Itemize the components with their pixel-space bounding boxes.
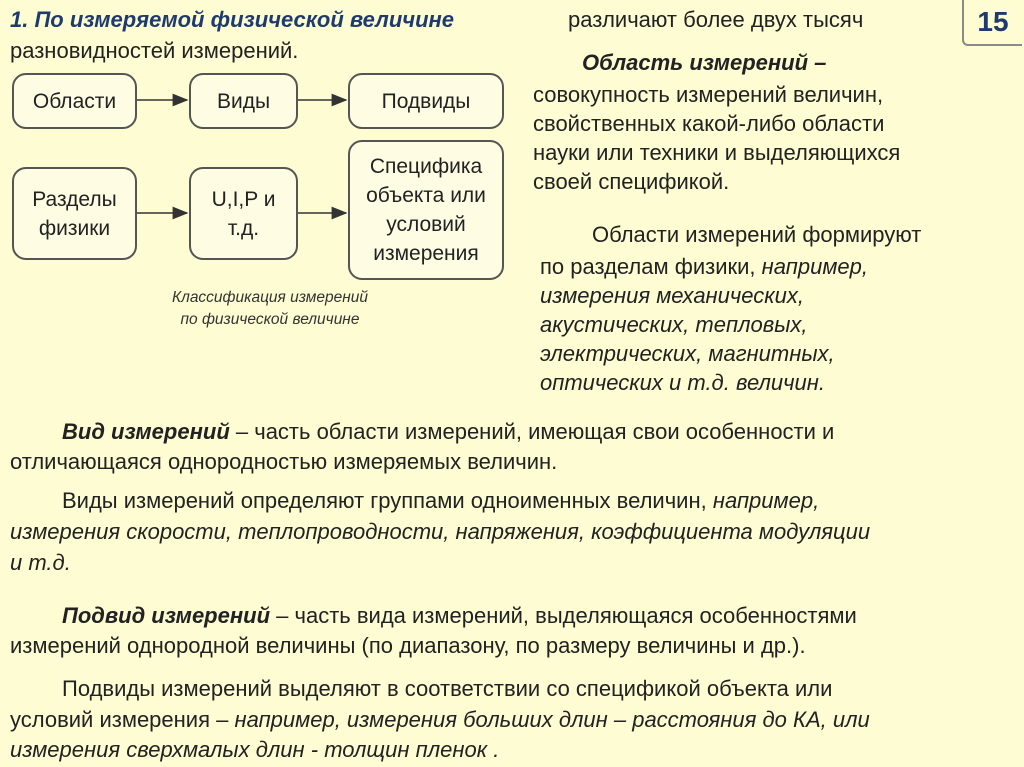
- diagram-caption-line2: по физической величине: [180, 311, 360, 328]
- area-example-line: акустических, тепловых,: [540, 312, 808, 337]
- kind-def-line1: [62, 417, 834, 446]
- box-razdely-fiziki: Разделы физики: [12, 167, 137, 260]
- subkind-term: Подвид измерений: [62, 603, 271, 628]
- area-examples-body: [540, 252, 1010, 397]
- area-def-line: совокупность измерений величин,: [533, 82, 884, 107]
- area-example-line: оптических и т.д. величин.: [540, 370, 825, 395]
- subkind-examples-plain: условий измерения –: [10, 707, 235, 732]
- kind-def-rest: – часть области измерений, имеющая свои особенности и: [229, 419, 835, 444]
- subkind-def-line1: [62, 601, 857, 630]
- kind-term: Вид измерений: [62, 419, 230, 444]
- kind-examples-line3: и т.д.: [10, 550, 71, 575]
- box-vidy: Виды: [189, 73, 298, 129]
- area-examples-line2: [540, 252, 1010, 281]
- box-specifika: Специфика объекта или условий измерения: [348, 140, 504, 280]
- area-examples-plain: по разделам физики,: [540, 254, 762, 279]
- header-line2: разновидностей измерений.: [10, 38, 299, 63]
- box-podvidy: Подвиды: [348, 73, 504, 129]
- area-example-line: электрических, магнитных,: [540, 341, 835, 366]
- kind-examples-line1: [62, 486, 819, 515]
- area-definition: [533, 80, 1013, 196]
- box-oblasti: Области: [12, 73, 137, 129]
- area-examples-line1: Области измерений формируют: [592, 222, 922, 247]
- kind-def-line2: отличающаяся однородностью измеряемых величин.: [10, 449, 558, 474]
- area-examples-italic: например,: [761, 254, 868, 279]
- subkind-examples-italic: например, измерения больших длин – расстояния до КА, или: [234, 707, 870, 732]
- kind-examples-plain: Виды измерений определяют группами одноименных величин,: [62, 488, 713, 513]
- subkind-examples-line1: Подвиды измерений выделяют в соответствии со спецификой объекта или: [62, 676, 833, 701]
- diagram-caption-line1: Классификация измерений: [171, 289, 369, 306]
- kind-examples-italic: например,: [712, 488, 820, 513]
- area-def-line: свойственных какой-либо области: [533, 111, 885, 136]
- area-term: Область измерений –: [582, 50, 827, 75]
- subkind-def-line2: измерений однородной величины (по диапазону, по размеру величины и др.).: [10, 633, 806, 658]
- area-def-line: своей спецификой.: [533, 169, 730, 194]
- area-term-line: [582, 48, 826, 77]
- box-uip: U,I,P и т.д.: [189, 167, 298, 260]
- area-def-line: науки или техники и выделяющихся: [533, 140, 901, 165]
- subkind-def-rest: – часть вида измерений, выделяющаяся особенностями: [270, 603, 857, 628]
- area-example-line: измерения механических,: [540, 283, 804, 308]
- slide-number: 15: [962, 0, 1022, 46]
- subkind-examples-line3: измерения сверхмалых длин - толщин пленок .: [10, 737, 500, 762]
- subkind-examples-line2: [10, 705, 870, 734]
- header-title-rest: различают более двух тысяч: [568, 7, 864, 32]
- kind-examples-line2: измерения скорости, теплопроводности, напряжения, коэффициента модуляции: [10, 519, 871, 544]
- header-title: 1. По измеряемой физической величине: [10, 7, 455, 32]
